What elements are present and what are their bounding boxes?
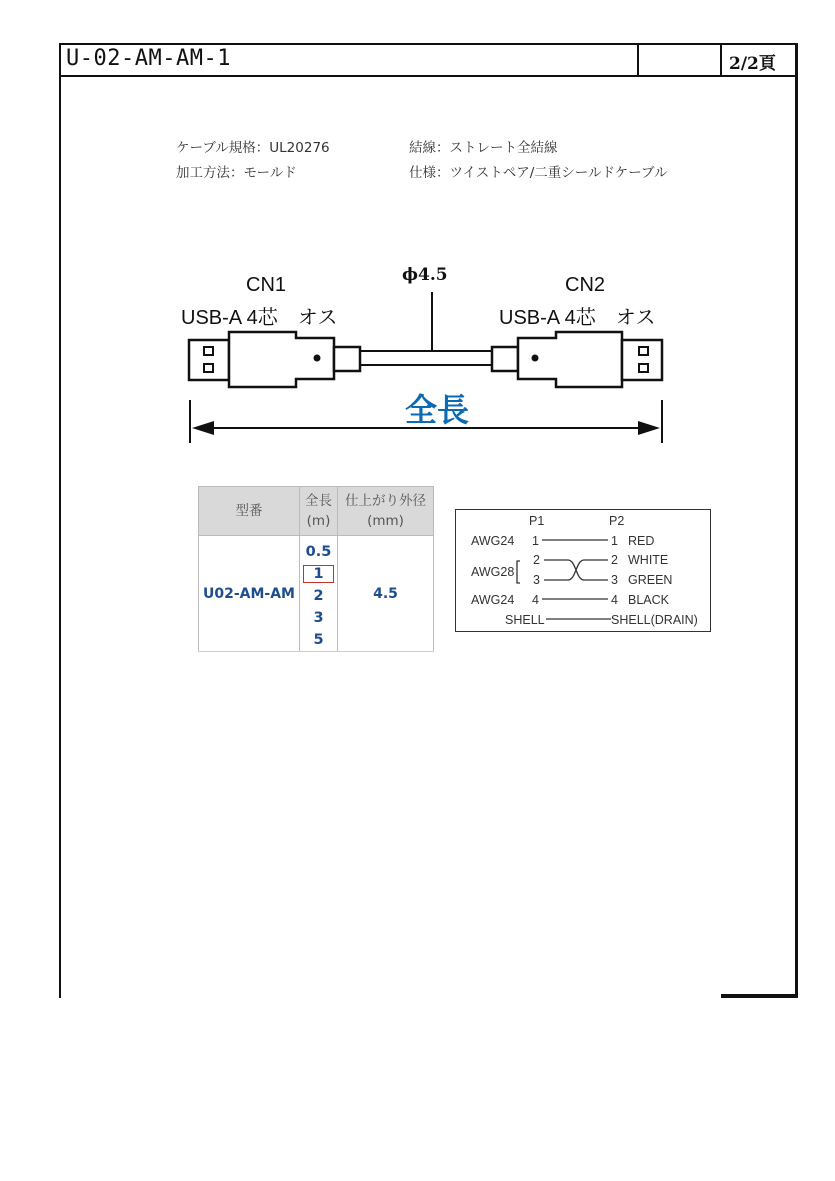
gauge-label: AWG28: [471, 565, 515, 579]
cn1-strain-relief: [334, 347, 360, 371]
length-option: 2: [313, 587, 324, 604]
cable-spec: 仕様：ツイストペア/二重シールドケーブル: [409, 165, 668, 181]
cn1-title: CN1: [246, 274, 287, 296]
p2-label: P2: [609, 514, 625, 528]
total-length-label: 全長: [405, 391, 470, 429]
diameter-label: ϕ4.5: [402, 265, 448, 285]
pin-p1: 3: [533, 573, 540, 587]
cn1-connector: [189, 332, 360, 387]
pin-p2: 1: [611, 534, 618, 548]
shell-left: SHELL: [505, 613, 545, 627]
cn2-title: CN2: [565, 274, 606, 296]
gauge-label: AWG24: [471, 534, 515, 548]
page-number: 2/2頁: [729, 54, 776, 74]
p1-label: P1: [529, 514, 545, 528]
cn2-dot: [532, 355, 539, 362]
document-id: U-02-AM-AM-1: [66, 46, 231, 71]
outer-diameter-cell: 4.5: [338, 536, 434, 652]
wiring-svg: [456, 510, 710, 631]
dimension-left-arrow: [192, 421, 214, 435]
dimension-right-arrow: [638, 421, 660, 435]
cn2-strain-relief: [492, 347, 518, 371]
cn2-type: USB-A 4芯 オス: [499, 307, 656, 329]
pin-p1: 4: [532, 593, 539, 607]
wire-color: RED: [628, 534, 655, 548]
cn1-type: USB-A 4芯 オス: [181, 307, 338, 329]
spec-table: [198, 486, 434, 652]
cn1-dot: [314, 355, 321, 362]
header-outer-diameter: 仕上がり外径 (mm): [338, 487, 434, 536]
cable-standard: ケーブル規格：UL20276: [176, 140, 330, 156]
length-option: 3: [313, 609, 324, 626]
wire-color: WHITE: [628, 553, 669, 567]
model-cell: U02-AM-AM: [199, 536, 300, 652]
pair-bracket: [517, 561, 520, 583]
wire-color: GREEN: [628, 573, 673, 587]
header-length: 全長 (m): [300, 487, 338, 536]
cn2-connector: [492, 332, 662, 387]
pin-p2: 2: [611, 553, 618, 567]
connection-type: 結線：ストレート全結線: [409, 140, 558, 156]
cable-body: [360, 351, 492, 365]
twist-symbol: [568, 560, 584, 580]
wire-color: BLACK: [628, 593, 669, 607]
shell-right: SHELL(DRAIN): [611, 613, 698, 627]
pin-p2: 4: [611, 593, 618, 607]
table-row: [199, 536, 434, 652]
length-option-selected: 1: [303, 565, 333, 583]
pin-p2: 3: [611, 573, 618, 587]
pin-p1: 1: [532, 534, 539, 548]
pin-p1: 2: [533, 553, 540, 567]
length-option: 5: [313, 631, 324, 648]
length-cell: [300, 536, 338, 652]
frame-corner-mark: [721, 994, 798, 998]
gauge-label: AWG24: [471, 593, 515, 607]
length-option: 0.5: [305, 543, 332, 560]
wiring-diagram: [455, 509, 711, 632]
header-model: 型番: [199, 487, 300, 536]
processing-method: 加工方法：モールド: [176, 165, 297, 181]
